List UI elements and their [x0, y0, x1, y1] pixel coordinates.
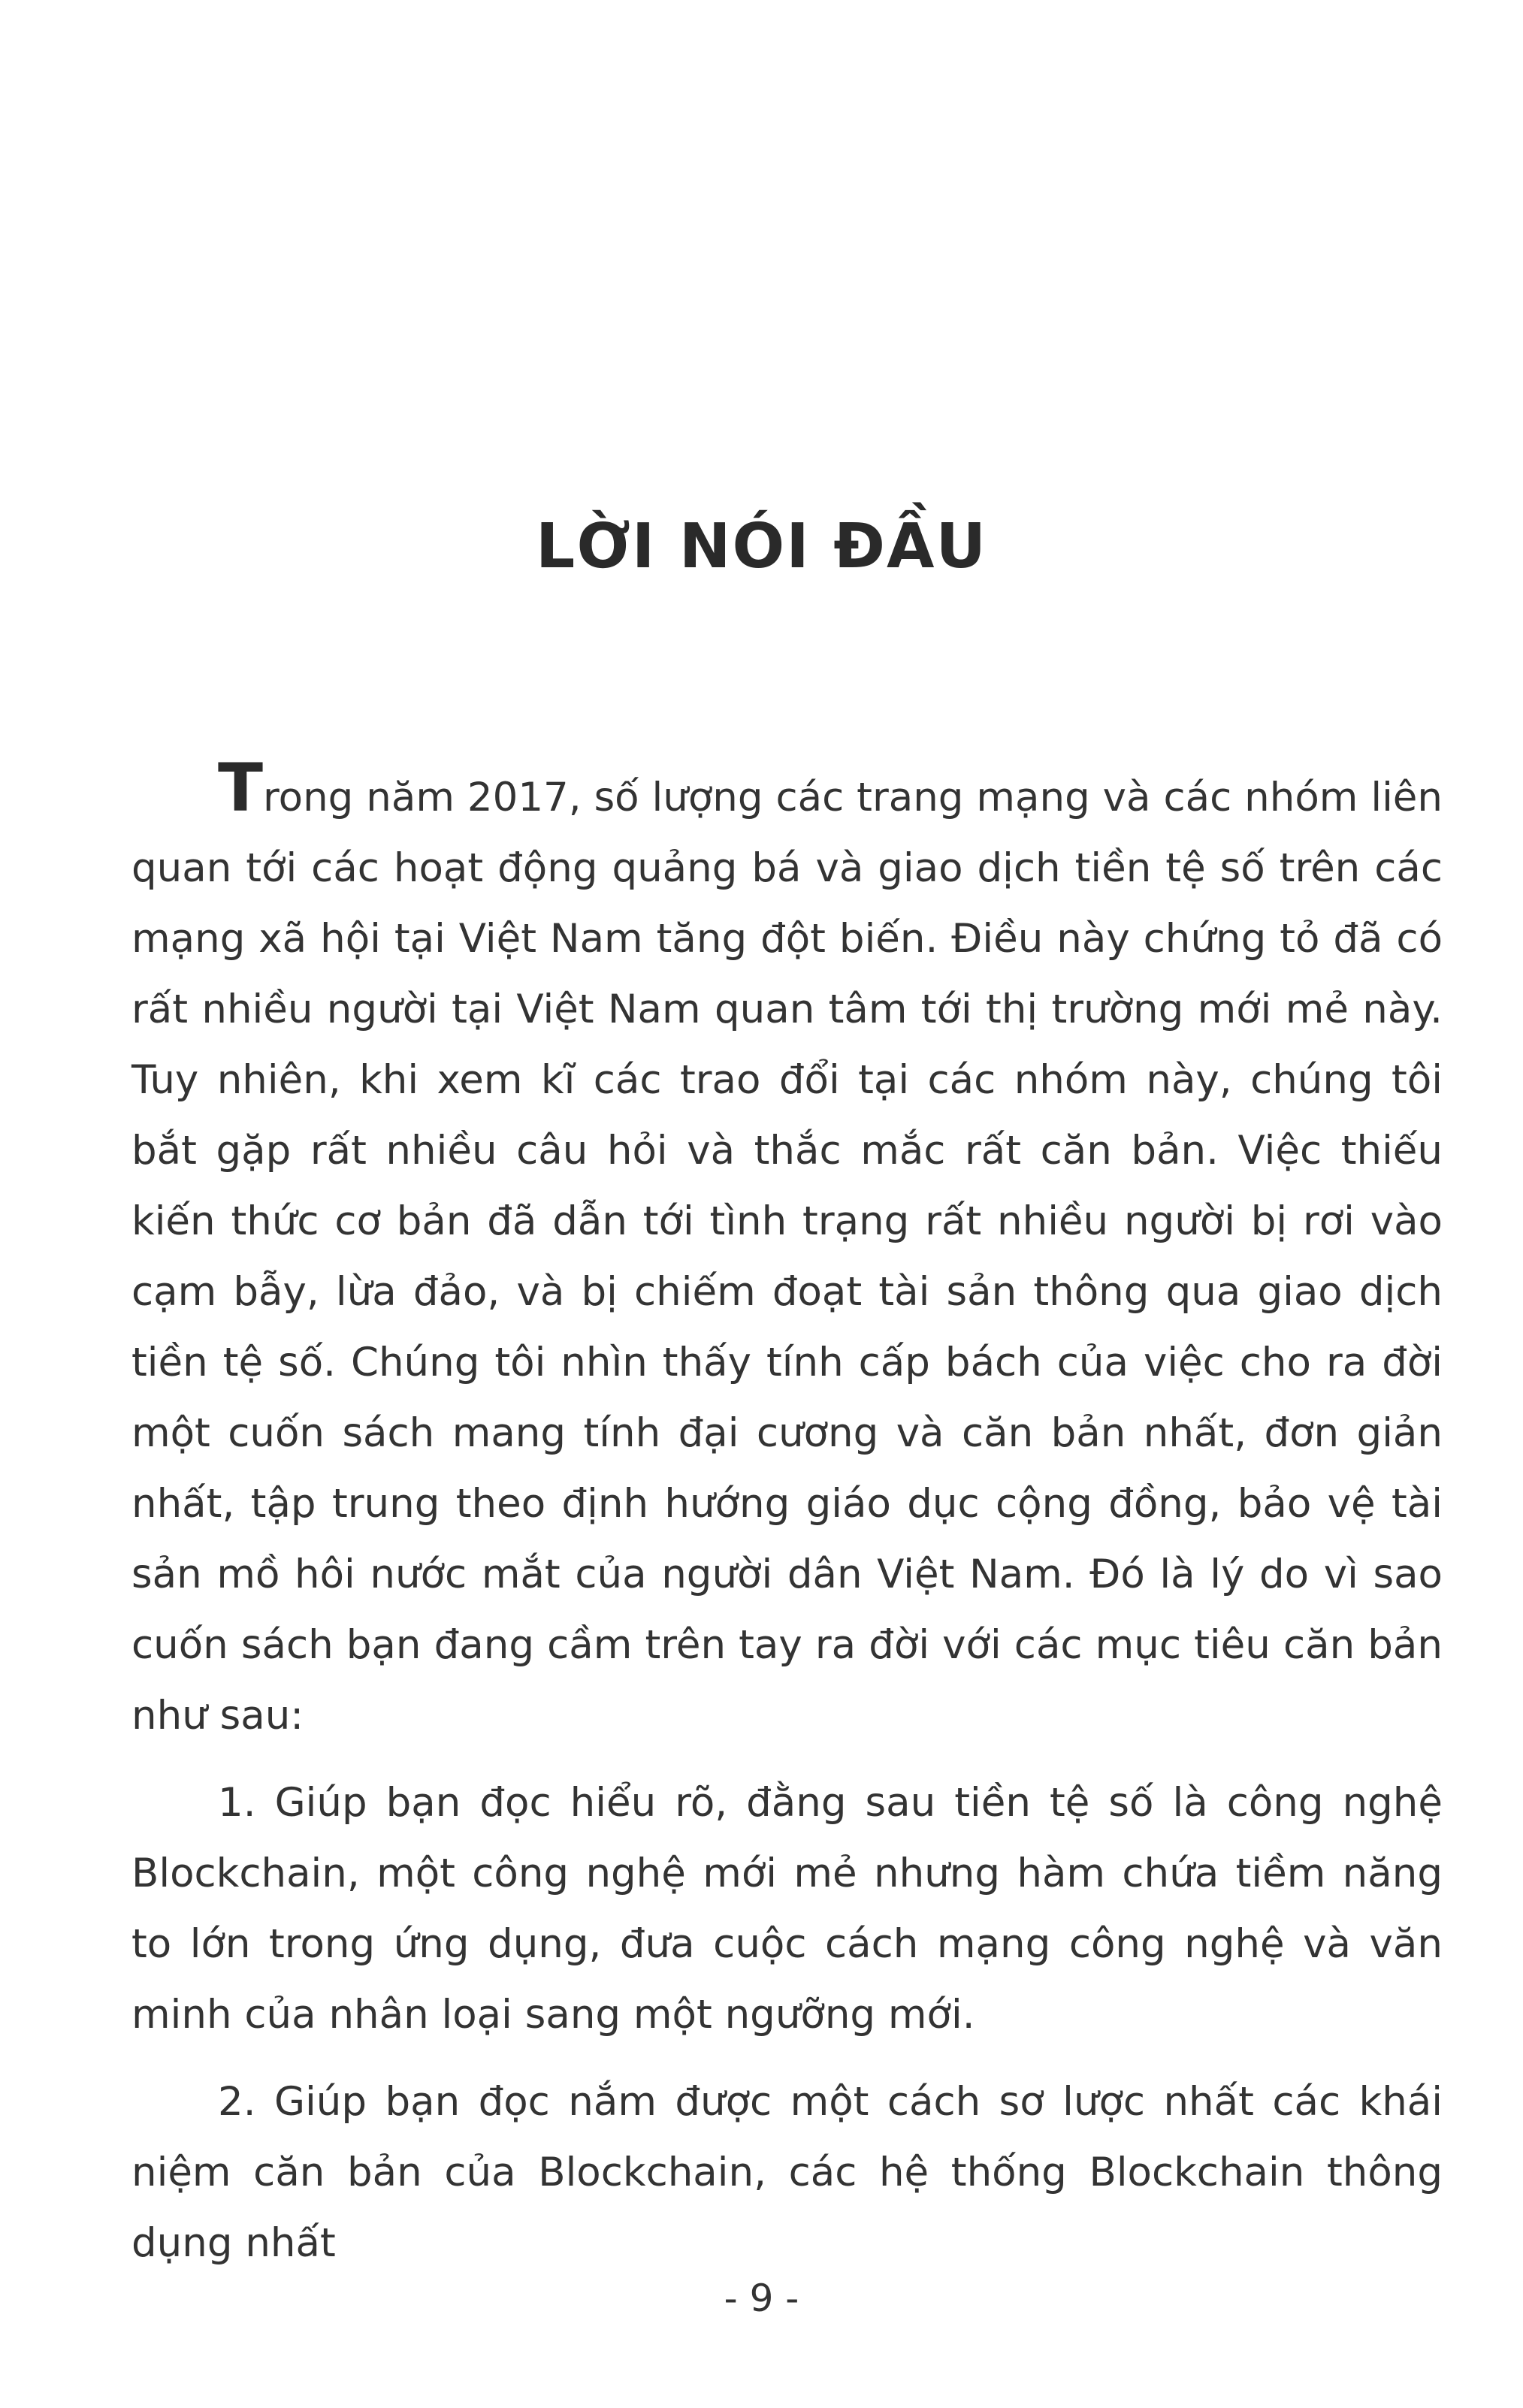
- list-item-1: 1. Giúp bạn đọc hiểu rõ, đằng sau tiền tệ số là công nghệ Blockchain, một công nghệ mới mẻ nhưng hàm chứa tiềm năng to lớn trong ứng dụng, đưa cuộc cách mạng công nghệ và văn minh của nhân loại sang một ngưỡng mới.: [131, 1780, 1443, 2038]
- page-heading: LỜI NÓI ĐẦU: [535, 511, 988, 582]
- list-item-2: 2. Giúp bạn đọc nắm được một cách sơ lược nhất các khái niệm căn bản của Blockchain, các hệ thống Blockchain thông dụng nhất: [131, 2079, 1443, 2266]
- intro-paragraph: [131, 749, 1443, 1751]
- page-number: - 9 -: [724, 2277, 799, 2320]
- drop-cap: T: [218, 749, 264, 826]
- intro-text: rong năm 2017, số lượng các trang mạng và các nhóm liên quan tới các hoạt động quảng bá và giao dịch tiền tệ số trên các mạng xã hội tại Việt Nam tăng đột biến. Điều này chứng tỏ đã có rất nhiều người tại Việt Nam quan tâm tới thị trường mới mẻ này. Tuy nhiên, khi xem kĩ các trao đổi tại các nhóm này, chúng tôi bắt gặp rất nhiều câu hỏi và thắc mắc rất căn bản. Việc thiếu kiến thức cơ bản đã dẫn tới tình trạng rất nhiều người bị rơi vào cạm bẫy, lừa đảo, và bị chiếm đoạt tài sản thông qua giao dịch tiền tệ số. Chúng tôi nhìn thấy tính cấp bách của việc cho ra đời một cuốn sách mang tính đại cương và căn bản nhất, đơn giản nhất, tập trung theo định hướng giáo dục cộng đồng, bảo vệ tài sản mồ hôi nước mắt của người dân Việt Nam. Đó là lý do vì sao cuốn sách bạn đang cầm trên tay ra đời với các mục tiêu căn bản như sau:: [131, 775, 1443, 1739]
- body-text: [131, 749, 1443, 2279]
